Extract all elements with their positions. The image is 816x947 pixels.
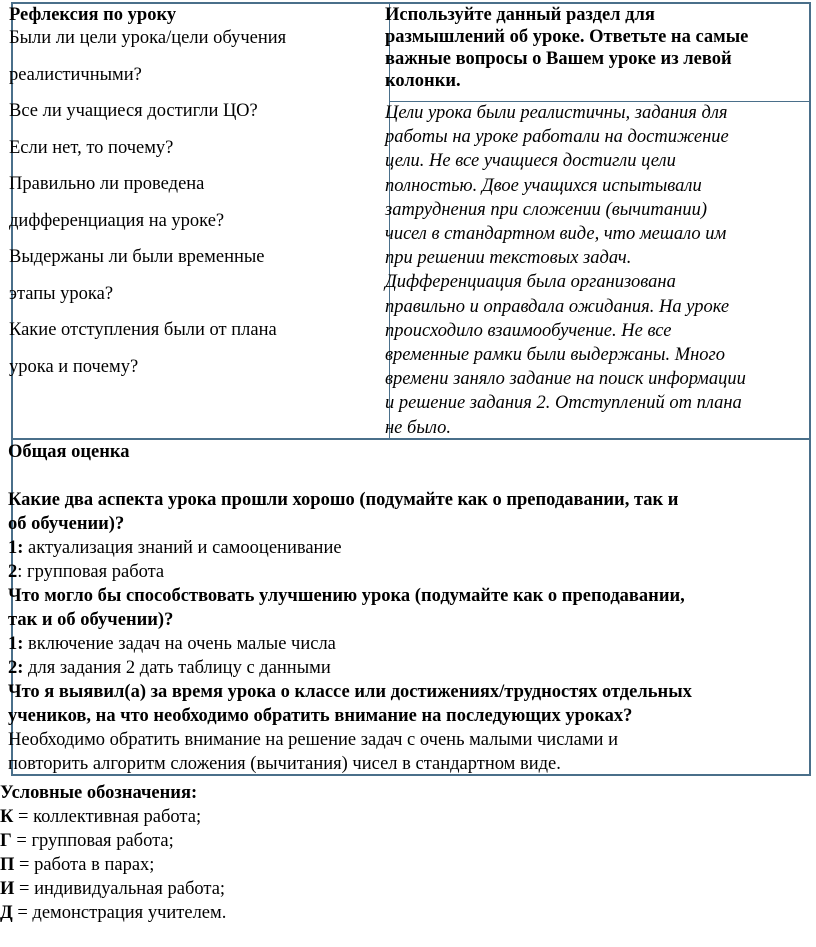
question-line: Правильно ли проведена xyxy=(9,174,205,194)
question-2: Что могло бы способствовать улучшению урока (подумайте как о преподавании, xyxy=(8,586,685,606)
item-text: для задания 2 дать таблицу с данными xyxy=(23,658,331,678)
question-1: Какие два аспекта урока прошли хорошо (подумайте как о преподавании, так и xyxy=(8,490,679,510)
question-line: реалистичными? xyxy=(9,64,142,85)
legend-text: = коллективная работа; xyxy=(13,807,202,827)
answer-line: при решении текстовых задач. xyxy=(385,248,632,269)
answer-line: Цели урока были реалистичны, задания для xyxy=(385,103,728,123)
answer-line: времени заняло задание на поиск информации xyxy=(385,369,746,390)
answer-2-1 xyxy=(8,632,793,656)
answer-line: и решение задания 2. Отступлений от плана xyxy=(385,393,742,414)
item-number: 1: xyxy=(8,538,24,558)
legend-text: = работа в парах; xyxy=(14,855,155,875)
legend-text: = индивидуальная работа; xyxy=(14,879,226,899)
answer-1-2 xyxy=(8,560,793,584)
answer-3: Необходимо обратить внимание на решение задач с очень малыми числами и xyxy=(8,730,618,750)
legend xyxy=(0,781,500,925)
legend-key: Г xyxy=(0,831,12,851)
answer-1-1 xyxy=(8,536,793,560)
question-3: Что я выявил(а) за время урока о классе или достижениях/трудностях отдельных xyxy=(8,682,692,702)
answer-line: временные рамки были выдержаны. Много xyxy=(385,345,726,366)
legend-item xyxy=(0,901,500,925)
question-1-cont: об обучении)? xyxy=(8,514,125,534)
legend-item xyxy=(0,829,500,853)
answer-line: затруднения при сложении (вычитании) xyxy=(385,199,708,220)
answer-line: Дифференциация была организована xyxy=(385,272,676,293)
question-line: Какие отступления были от плана xyxy=(9,320,277,340)
question-2-cont: так и об обучении)? xyxy=(8,610,174,630)
reflection-title: Рефлексия по уроку xyxy=(9,5,177,25)
legend-item xyxy=(0,853,500,877)
question-line: этапы урока? xyxy=(9,283,114,304)
question-line: Если нет, то почему? xyxy=(9,137,174,158)
answer-cell xyxy=(385,101,795,440)
answer-line: чисел в стандартном виде, что мешало им xyxy=(385,224,727,245)
legend-title: Условные обозначения: xyxy=(0,783,198,803)
instruction-cell xyxy=(385,4,793,92)
item-text: : групповая работа xyxy=(17,562,165,582)
instruction-line: Используйте данный раздел для xyxy=(385,5,655,25)
item-text: включение задач на очень малые числа xyxy=(23,634,336,654)
item-number: 1: xyxy=(8,634,24,654)
legend-key: Д xyxy=(0,903,13,923)
legend-item xyxy=(0,877,500,901)
item-text: актуализация знаний и самооценивание xyxy=(23,538,342,558)
instruction-line: размышлений об уроке. Ответьте на самые xyxy=(385,27,749,47)
question-3-cont: учеников, на что необходимо обратить внимание на последующих уроках? xyxy=(8,706,633,726)
answer-line: работы на уроке работали на достижение xyxy=(385,127,729,148)
overall-title: Общая оценка xyxy=(8,442,130,462)
question-line: дифференциация на уроке? xyxy=(9,210,225,231)
answer-line: не было. xyxy=(385,417,452,438)
answer-line: правильно и оправдала ожидания. На уроке xyxy=(385,296,730,317)
legend-text: = групповая работа; xyxy=(11,831,174,851)
legend-key: П xyxy=(0,855,15,875)
item-number: 2 xyxy=(8,562,18,582)
question-line: Выдержаны ли были временные xyxy=(9,247,265,267)
question-line: Были ли цели урока/цели обучения xyxy=(9,28,287,48)
item-number: 2: xyxy=(8,658,24,678)
instruction-line: важные вопросы о Вашем уроке из левой xyxy=(385,49,732,69)
question-line: Все ли учащиеся достигли ЦО? xyxy=(9,101,258,121)
answer-line: цели. Не все учащиеся достигли цели xyxy=(385,151,676,172)
legend-key: К xyxy=(0,807,14,827)
answer-3-cont: повторить алгоритм сложения (вычитания) чисел в стандартном виде. xyxy=(8,754,561,774)
answer-line: полностью. Двое учащихся испытывали xyxy=(385,175,702,196)
answer-line: происходило взаимообучение. Не все xyxy=(385,320,672,341)
overall-assessment-cell xyxy=(8,440,793,776)
question-line: урока и почему? xyxy=(9,356,139,377)
reflection-questions-cell xyxy=(9,4,369,385)
legend-key: И xyxy=(0,879,15,899)
answer-2-2 xyxy=(8,656,793,680)
legend-text: = демонстрация учителем. xyxy=(12,903,227,923)
instruction-line: колонки. xyxy=(385,71,461,91)
legend-item xyxy=(0,805,500,829)
